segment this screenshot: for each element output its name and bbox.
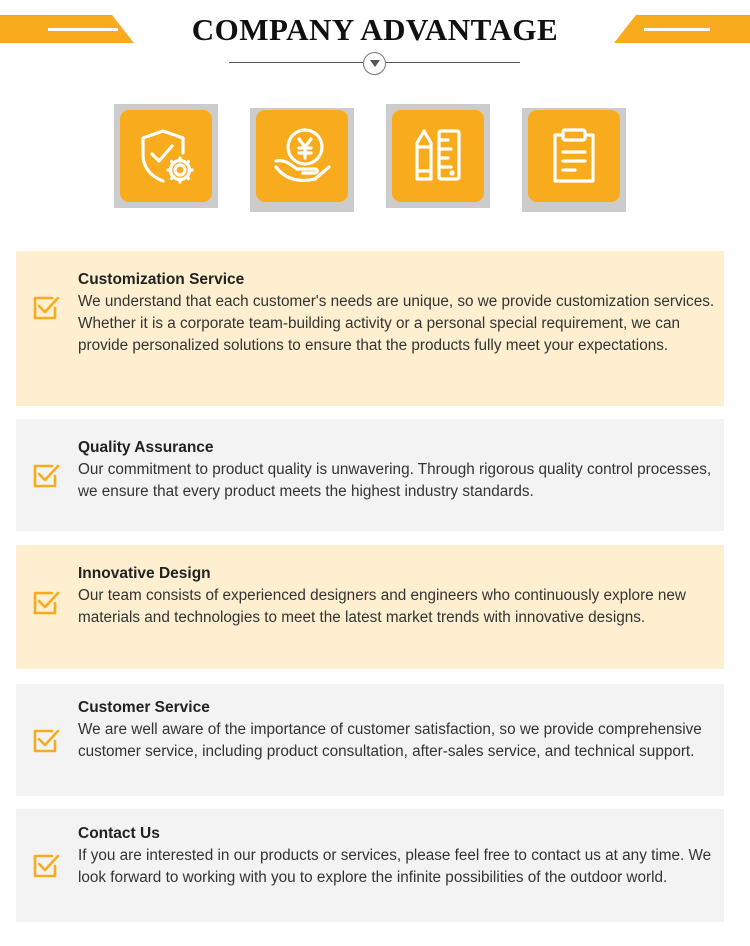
- advantage-heading: Customization Service: [78, 271, 245, 288]
- advantage-description: Our team consists of experienced designers and engineers who continuously explore new materials and technologies to meet the latest market trends with innovative designs.: [78, 587, 686, 626]
- advantage-icon-tile-4: [522, 104, 626, 208]
- check-icon: [32, 463, 60, 489]
- advantage-card-customization: [16, 251, 724, 406]
- check-icon: [32, 590, 60, 616]
- chevron-down-icon: [363, 52, 386, 75]
- divider-line-right: [386, 62, 520, 63]
- advantage-icon-tile-3: [386, 104, 490, 208]
- pencil-ruler-icon: [407, 125, 469, 187]
- advantage-card-customer-service: [16, 684, 724, 796]
- advantage-description: We are well aware of the importance of customer satisfaction, so we provide comprehensive customer service, including product consultation, after-sales service, and technical support.: [78, 721, 702, 760]
- advantage-card-innovation: [16, 545, 724, 669]
- advantage-heading: Contact Us: [78, 825, 160, 842]
- advantage-icon-tile-2: [250, 104, 354, 208]
- clipboard-icon: [543, 125, 605, 187]
- advantage-icon-tile-1: [114, 104, 218, 208]
- advantage-description: Our commitment to product quality is unwavering. Through rigorous quality control processes, we ensure that every product meets the highest industry standards.: [78, 461, 712, 500]
- advantage-card-contact: [16, 809, 724, 922]
- advantage-heading: Customer Service: [78, 699, 210, 716]
- advantage-heading: Quality Assurance: [78, 439, 214, 456]
- divider-line-left: [229, 62, 363, 63]
- advantage-description: We understand that each customer's needs are unique, so we provide customization services. Whether it is a corporate team-building activity or a personal special requirement, we can provide personalized solutions to ensure that the products fully meet your expectations.: [78, 293, 715, 354]
- check-icon: [32, 728, 60, 754]
- advantage-card-quality: [16, 419, 724, 531]
- check-icon: [32, 853, 60, 879]
- shield-gear-icon: [135, 125, 197, 187]
- check-icon: [32, 295, 60, 321]
- yen-coin-hand-icon: [271, 125, 333, 187]
- advantage-description: If you are interested in our products or services, please feel free to contact us at any time. We look forward to working with you to explore the infinite possibilities of the outdoor world.: [78, 847, 712, 886]
- advantage-heading: Innovative Design: [78, 565, 211, 582]
- page-title: COMPANY ADVANTAGE: [191, 12, 559, 47]
